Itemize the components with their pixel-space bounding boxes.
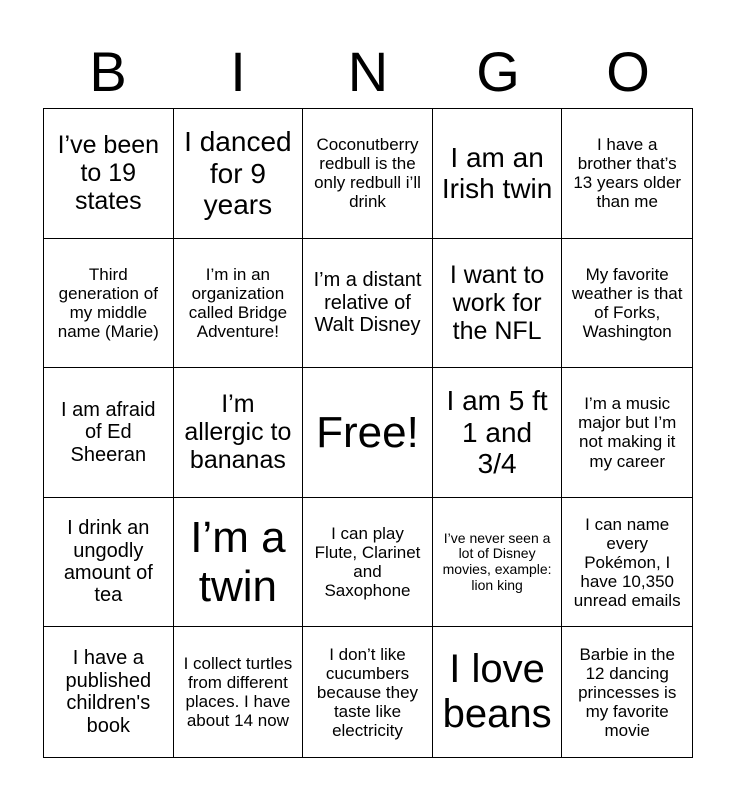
cell-text: I collect turtles from different places. I have about 14 now: [183, 654, 293, 731]
bingo-cell-r3-c4[interactable]: [433, 368, 563, 498]
cell-text: I can name every Pokémon, I have 10,350 unread emails: [573, 514, 681, 610]
cell-text: I can play Flute, Clarinet and Saxophone: [314, 524, 421, 601]
cell-text: I danced for 9 years: [184, 126, 292, 220]
cell-text: I am 5 ft 1 and 3/4: [446, 385, 548, 480]
cell-text: Coconutberry redbull is the only redbull i’ll drink: [314, 135, 421, 212]
header-letter-i: I: [230, 40, 246, 103]
bingo-cell-r3-c1[interactable]: [44, 368, 174, 498]
bingo-cell-r4-c2[interactable]: [174, 498, 304, 628]
header-letter-o: O: [606, 40, 650, 103]
cell-text: Third generation of my middle name (Marie): [57, 264, 159, 341]
cell-text: I’m a twin: [190, 512, 286, 612]
bingo-cell-r1-c1[interactable]: [44, 109, 174, 239]
cell-text: I’ve never seen a lot of Disney movies, example: lion king: [442, 529, 552, 593]
bingo-cell-r5-c4[interactable]: [433, 627, 563, 757]
bingo-cell-r5-c3[interactable]: [303, 627, 433, 757]
cell-text: I have a published children's book: [65, 647, 152, 737]
bingo-cell-r1-c5[interactable]: [562, 109, 692, 239]
bingo-cell-r2-c4[interactable]: [433, 239, 563, 369]
bingo-cell-r1-c3[interactable]: [303, 109, 433, 239]
header-letter-g: G: [476, 40, 520, 103]
cell-text: I’m in an organization called Bridge Adventure!: [188, 264, 288, 341]
cell-text: I don’t like cucumbers because they taste like electricity: [316, 644, 419, 740]
bingo-cell-r4-c5[interactable]: [562, 498, 692, 628]
bingo-cell-r4-c1[interactable]: [44, 498, 174, 628]
bingo-cell-r3-c3[interactable]: [303, 368, 433, 498]
cell-text: I want to work for the NFL: [449, 260, 545, 345]
cell-text: I’m a music major but I’m not making it my career: [578, 394, 677, 471]
bingo-cell-r1-c2[interactable]: [174, 109, 304, 239]
bingo-cell-r4-c3[interactable]: [303, 498, 433, 628]
free-space-text: Free!: [316, 407, 419, 457]
bingo-cell-r5-c2[interactable]: [174, 627, 304, 757]
bingo-cell-r5-c5[interactable]: [562, 627, 692, 757]
bingo-header: [43, 36, 693, 108]
cell-text: I love beans: [442, 647, 552, 737]
cell-text: I have a brother that’s 13 years older than me: [573, 135, 682, 212]
bingo-cell-r3-c2[interactable]: [174, 368, 304, 498]
bingo-cell-r2-c5[interactable]: [562, 239, 692, 369]
cell-text: I drink an ungodly amount of tea: [63, 517, 153, 607]
cell-text: I’m allergic to bananas: [184, 390, 292, 475]
header-letter-n: N: [347, 40, 389, 103]
cell-text: I am afraid of Ed Sheeran: [61, 398, 156, 466]
bingo-cell-r2-c3[interactable]: [303, 239, 433, 369]
cell-text: My favorite weather is that of Forks, Washington: [571, 264, 683, 341]
cell-text: I’ve been to 19 states: [57, 131, 160, 216]
bingo-cell-r2-c2[interactable]: [174, 239, 304, 369]
bingo-cell-r5-c1[interactable]: [44, 627, 174, 757]
cell-text: I am an Irish twin: [441, 141, 553, 205]
bingo-cell-r2-c1[interactable]: [44, 239, 174, 369]
cell-text: I’m a distant relative of Walt Disney: [313, 269, 422, 337]
bingo-cell-r1-c4[interactable]: [433, 109, 563, 239]
bingo-board: [43, 108, 693, 758]
bingo-cell-r4-c4[interactable]: [433, 498, 563, 628]
cell-text: Barbie in the 12 dancing princesses is my favorite movie: [578, 644, 677, 740]
bingo-cell-r3-c5[interactable]: [562, 368, 692, 498]
header-letter-b: B: [89, 40, 127, 103]
